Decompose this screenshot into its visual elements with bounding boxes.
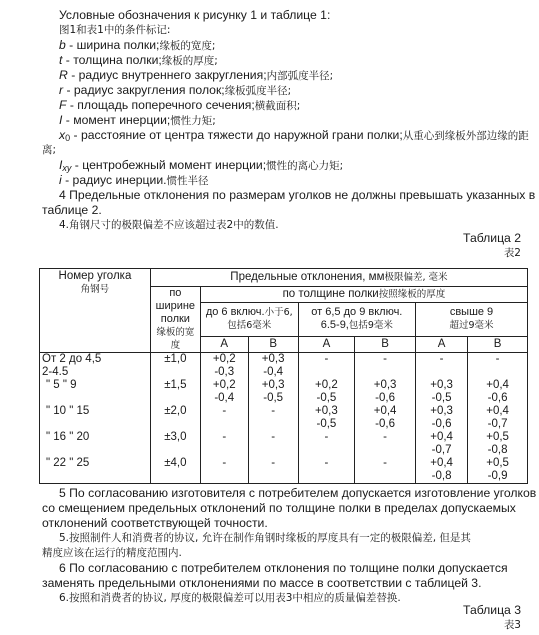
thickness-deviation-cell: - [248,457,298,484]
table-row [40,431,528,457]
header-group-over9: свыше 9 超过9毫米 [416,302,528,336]
thickness-deviation-cell: - [468,353,528,380]
para6-line1: 6 По согласованию с потребителем отклонения по толщине полки допускается [59,561,508,575]
para5-line2: со смещением предельных отклонений по толщине полки в пределах допускаемых [42,501,516,515]
thickness-deviation-cell: +0,4 -0,6 [355,405,416,431]
legend-item-R: R - радиус внутреннего закругления;内部弧度半径; [59,68,334,82]
para5-line1: 5 По согласованию изготовителя с потребителем допускается изготовление уголков [59,486,537,500]
para6-line2: заменять предельными отклонениями по массе в соответствии с таблицей 3. [42,576,482,590]
thickness-deviation-cell: - [298,353,355,380]
header-thickness: по толщине полки按照缘板的厚度 [200,287,527,303]
para4-cn: 4.角钢尺寸的极限偏差不应该超过表2中的数值. [59,219,279,231]
thickness-deviation-cell: - [355,353,416,380]
thickness-deviation-cell: +0,4 -0,6 [468,379,528,405]
header-angle-number: Номер уголка 角钢号 [40,269,151,353]
table3-caption-cn: 表3 [503,619,521,631]
width-deviation-cell: ±3,0 [150,431,200,457]
table3-caption: Таблица 3 [463,603,521,617]
table-row [40,353,528,380]
thickness-deviation-cell: - [298,457,355,484]
angle-number-cell: " 10 " 15 [40,405,151,431]
legend-item-x0-cont: 离; [42,144,57,156]
thickness-deviation-cell: +0,2 -0,3 [200,353,248,380]
col-a: A [416,337,468,353]
header-group-upto6: до 6 включ.小于6, 包括6毫米 [200,302,298,336]
legend-item-F: F - площадь поперечного сечения;横截面积; [59,98,301,112]
thickness-deviation-cell: - [416,353,468,380]
legend-item-Ixy: $I_{xy}$ - центробежный момент инерции;惯性的离心力矩; [59,158,344,173]
thickness-deviation-cell: +0,4 -0,7 [468,405,528,431]
col-b: B [355,337,416,353]
thickness-deviation-cell: - [200,405,248,431]
thickness-deviation-cell: - [200,457,248,484]
legend-title-cn: 图1和表1中的条件标记: [59,24,171,36]
legend-item-t: t - толщина полки;缘板的厚度; [59,53,218,67]
angle-number-cell: " 22 " 25 [40,457,151,484]
thickness-deviation-cell: +0,4 -0,8 [416,457,468,484]
header-deviations: Предельные отклонения, мм极限偏差, 毫米 [150,269,527,287]
para5-cn2: 精度应该在运行的精度范围内. [42,547,182,559]
thickness-deviation-cell: +0,3 -0,4 [248,353,298,380]
legend-item-i: i - радиус инерции.惯性半径 [59,173,209,187]
thickness-deviation-cell: +0,5 -0,9 [468,457,528,484]
width-deviation-cell: ±1,5 [150,379,200,405]
table2-caption-cn: 表2 [503,247,521,259]
angle-number-cell: От 2 до 4,5 2-4.5 [40,353,151,380]
para5-line3: отклонений соответствующей точности. [42,516,268,530]
thickness-deviation-cell: - [355,431,416,457]
para6-cn: 6.按照和消费者的协议, 厚度的极限偏差可以用表3中相应的质量偏差替换. [59,592,401,604]
thickness-deviation-cell: +0,2 -0,5 [298,379,355,405]
deviation-table [39,268,528,484]
angle-number-cell: " 16 " 20 [40,431,151,457]
legend-item-I: I - момент инерции;惯性力矩; [59,113,216,127]
thickness-deviation-cell: +0,3 -0,6 [416,405,468,431]
angle-number-cell: " 5 " 9 [40,379,151,405]
table-row [40,405,528,431]
thickness-deviation-cell: - [248,405,298,431]
width-deviation-cell: ±2,0 [150,405,200,431]
col-b: B [468,337,528,353]
width-deviation-cell: ±1,0 [150,353,200,380]
col-b: B [248,337,298,353]
legend-item-x0: $x_0$ - расстояние от центра тяжести до наружной грани полки;从重心到缘板外部边缘的距 [59,128,529,143]
legend-item-b: b - ширина полки;缘板的宽度; [59,38,216,52]
thickness-deviation-cell: +0,4 -0,7 [416,431,468,457]
thickness-deviation-cell: - [355,457,416,484]
para5-cn1: 5.按照制件人和消费者的协议, 允许在制作角钢时缘板的厚度具有一定的极限偏差, 但是其 [59,532,471,544]
thickness-deviation-cell: +0,3 -0,5 [416,379,468,405]
thickness-deviation-cell: +0,5 -0,8 [468,431,528,457]
thickness-deviation-cell: +0,2 -0,4 [200,379,248,405]
para4-line2: таблице 2. [42,203,102,217]
thickness-deviation-cell: - [200,431,248,457]
table-row [40,457,528,484]
col-a: A [200,337,248,353]
thickness-deviation-cell: - [248,431,298,457]
thickness-deviation-cell: - [298,431,355,457]
thickness-deviation-cell: +0,3 -0,5 [298,405,355,431]
width-deviation-cell: ±4,0 [150,457,200,484]
legend-title: Условные обозначения к рисунку 1 и таблице 1: [59,8,331,22]
table2-caption: Таблица 2 [463,231,521,245]
table-row [40,379,528,405]
para4-line1: 4 Предельные отклонения по размерам уголков не должны превышать указанных в [59,188,536,202]
col-a: A [298,337,355,353]
header-group-6-9: от 6,5 до 9 включ. 6.5-9,包括9毫米 [298,302,415,336]
header-width: по ширине полки 缘板的宽度 [150,287,200,353]
legend-item-r: r - радиус закругления полок;缘板弧度半径; [59,83,292,97]
thickness-deviation-cell: +0,3 -0,5 [248,379,298,405]
thickness-deviation-cell: +0,3 -0,6 [355,379,416,405]
